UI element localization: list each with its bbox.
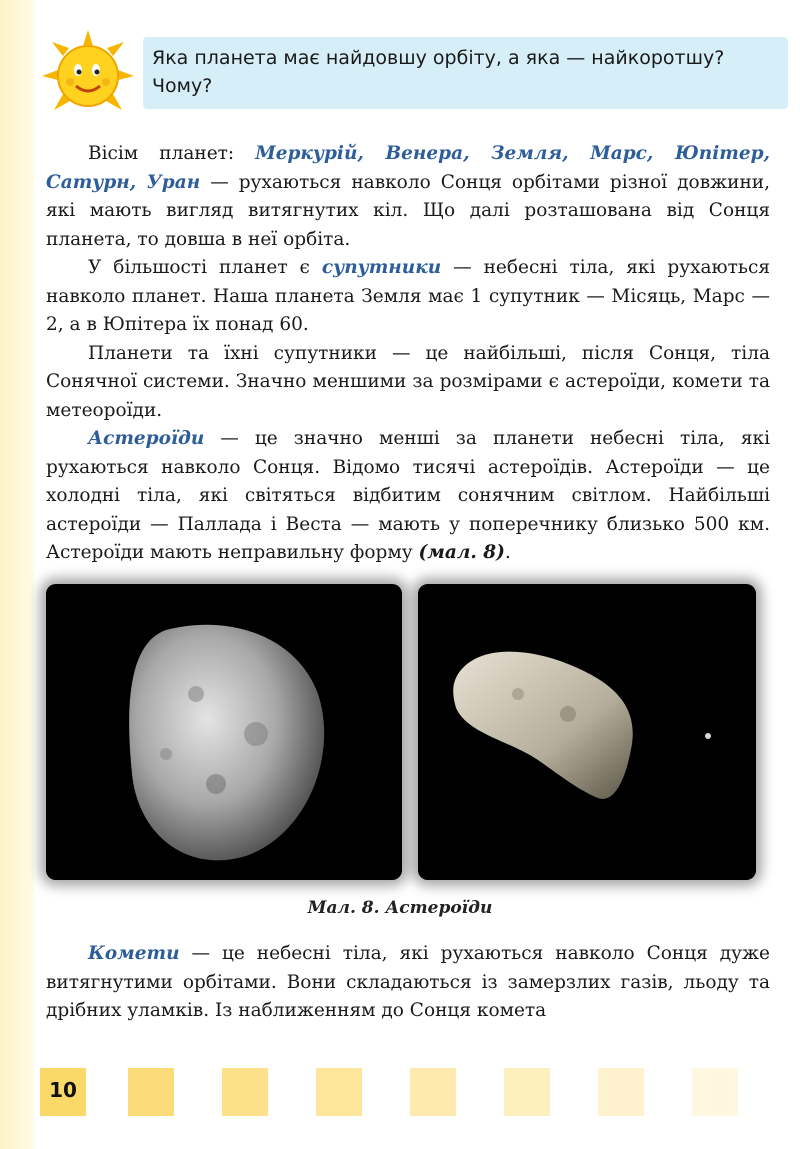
main-text (46, 140, 770, 568)
decorative-square (222, 1068, 268, 1116)
decorative-square (128, 1068, 174, 1116)
decorative-square (598, 1068, 644, 1116)
paragraph-comets (46, 940, 770, 1026)
figure-reference: (мал. 8) (418, 542, 505, 563)
paragraph-text: — небесні тіла, які рухаються навколо планет. Наша планета Земля має 1 супутник — Місяць, Марс — 2, а в Юпітера їх понад 60. (46, 257, 770, 335)
decorative-square (316, 1068, 362, 1116)
paragraph-planets (46, 140, 770, 254)
term-satellites: супутники (321, 257, 442, 278)
sun-mascot-icon (40, 28, 136, 118)
asteroid-vesta-image (46, 584, 402, 880)
paragraph-end: . (504, 542, 511, 563)
paragraph-lead: Вісім планет: (88, 143, 256, 164)
decorative-square (504, 1068, 550, 1116)
paragraph-asteroids (46, 425, 770, 568)
decorative-square (410, 1068, 456, 1116)
page-number: 10 (49, 1078, 77, 1102)
paragraph-lead: У більшості планет є (88, 257, 322, 278)
question-text: Яка планета має найдовшу орбіту, а яка — найкоротшу? Чому? (152, 47, 725, 97)
term-planets: Меркурій, Венера, Земля, Марс, Юпітер, Сатурн, Уран (46, 143, 770, 193)
decorative-square (692, 1068, 738, 1116)
figure-caption: Мал. 8. Астероїди (307, 898, 493, 918)
term-asteroids: Астероїди (88, 428, 205, 449)
asteroid-photos (46, 584, 756, 880)
paragraph-text: — рухаються навколо Сонця орбітами різної довжини, які мають вигляд витягнутих кіл. Що далі розташована від Сонця планета, то довша в неї орбіта. (46, 171, 770, 250)
paragraph-text: — це значно менші за планети небесні тіла, які рухаються навколо Сонця. Відомо тисячі астероїдів. Астероїди — це холодні тіла, які світяться відбитим сонячним світлом. Найбільші астероїди — Паллада і Веста — мають у поперечнику близько 500 км. Астероїди мають неправильну форму (46, 428, 770, 563)
page-edge-stripe (0, 0, 34, 1149)
term-comets: Комети (88, 943, 180, 964)
main-text-continued (46, 940, 770, 1026)
paragraph-text: — це небесні тіла, які рухаються навколо Сонця дуже витягнутими орбітами. Вони складаються із замерзлих газів, льоду та дрібних уламків. Із наближенням до Сонця комета (46, 943, 770, 1021)
paragraph-bodies: Планети та їхні супутники — це найбільші, після Сонця, тіла Сонячної системи. Значно меншими за розмірами є астероїди, комети та метеороїди. (46, 342, 770, 421)
paragraph-satellites (46, 254, 770, 340)
asteroid-ida-image (418, 584, 756, 880)
